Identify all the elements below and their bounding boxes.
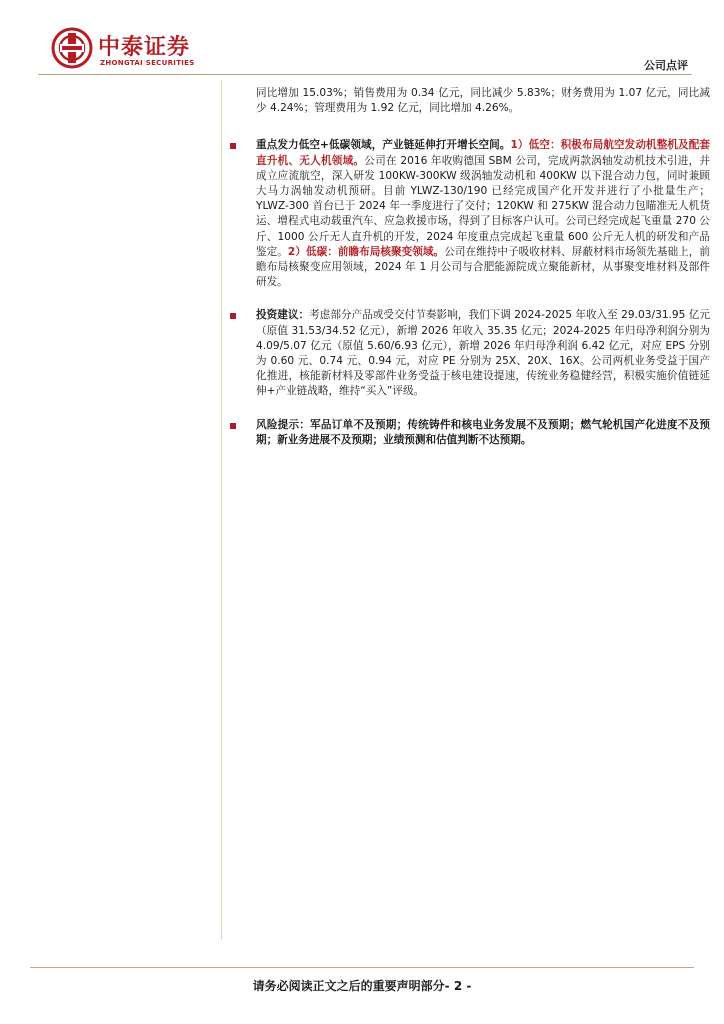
paragraph-text: 军品订单不及预期；传统铸件和核电业务发展不及预期；燃气轮机国产化进度不及预期；新业务进展不及预期；业绩预测和估值判断不达预期。 xyxy=(256,418,711,446)
paragraph-lead: 重点发力低空+低碳领域，产业链延伸打开增长空间。 xyxy=(256,139,511,152)
paragraph-lead: 投资建议： xyxy=(256,309,310,322)
bullet-square-icon xyxy=(230,143,236,149)
disclaimer-note: 请务必阅读正文之后的重要声明部分 xyxy=(252,979,445,993)
header-divider xyxy=(38,74,692,75)
page-footer xyxy=(0,977,724,994)
page-number: - 2 - xyxy=(444,979,472,993)
subheading-low-carbon: 2）低碳：前瞻布局核聚变领域。 xyxy=(287,245,445,258)
page-header xyxy=(0,0,724,80)
subheading-low-altitude: 1）低空：积极布局航空发动机整机及配套直升机、无人机领域。 xyxy=(256,139,711,167)
report-body xyxy=(226,86,710,466)
paragraph-investment-advice xyxy=(226,308,710,399)
paragraph-low-altitude-low-carbon xyxy=(226,138,710,290)
footer-divider xyxy=(30,967,694,968)
column-divider xyxy=(221,80,222,940)
company-name-en: ZHONGTAI SECURITIES xyxy=(100,59,195,67)
bullet-square-icon xyxy=(230,423,236,429)
company-name-cn: 中泰证券 xyxy=(98,35,191,60)
paragraph-text: 公司在维持中子吸收材料、屏蔽材料市场领先基础上，前瞻布局核聚变应用领域，2024 年 1 月公司与合肥能源院成立聚能新材，从事聚变堆材料及部件研发。 xyxy=(256,245,711,289)
paragraph-text: 考虑部分产品或受交付节奏影响，我们下调 2024-2025 年收入至 29.03/31.95 亿元（原值 31.53/34.52 亿元），新增 2026 年收入 35.35 亿元；2024-2025 年归母净利润分别为 4.09/5.07 亿元（原值 5.60/6.93 亿元），新增 2026 年归母净利润 6.42 亿元，对应 EPS 分别为 0.60 元、0.74 元、0.94 元，对应 PE 分别为 25X、20X、16X。公司两机业务受益于国产化推进，核能新材料及零部件业务受益于核电建设提速，传统业务稳健经营，积极实施价值链延伸+产业链战略，维持“买入”评级。 xyxy=(256,309,711,398)
zhongtai-logo-icon xyxy=(51,27,93,69)
bullet-square-icon xyxy=(230,313,236,319)
paragraph-risk-warning xyxy=(226,418,710,448)
paragraph-text: 公司在 2016 年收购德国 SBM 公司，完成两款涡轴发动机技术引进，并成立应流航空，深入研发 100KW-300KW 级涡轴发动机和 400KW 以下混合动力包，同时兼顾大马力涡轴发动机预研。目前 YLWZ-130/190 已经完成国产化开发并进行了小批量生产；YLWZ-300 首台已于 2024 年一季度进行了交付；120KW 和 275KW 混合动力包瞄准无人机货运、增程式电动载重汽车、应急救援市场，得到了目标客户认可。公司已经完成起飞重量 270 公斤、1000 公斤无人直升机的开发，2024 年度重点完成起飞重量 600 公斤无人机的研发和产品鉴定。 xyxy=(256,154,711,258)
continuation-paragraph: 同比增加 15.03%；销售费用为 0.34 亿元，同比减少 5.83%；财务费用为 1.07 亿元，同比减少 4.24%；管理费用为 1.92 亿元，同比增加 4.26%。 xyxy=(256,87,710,115)
paragraph-lead: 风险提示： xyxy=(256,418,311,431)
report-type-label: 公司点评 xyxy=(644,59,688,72)
